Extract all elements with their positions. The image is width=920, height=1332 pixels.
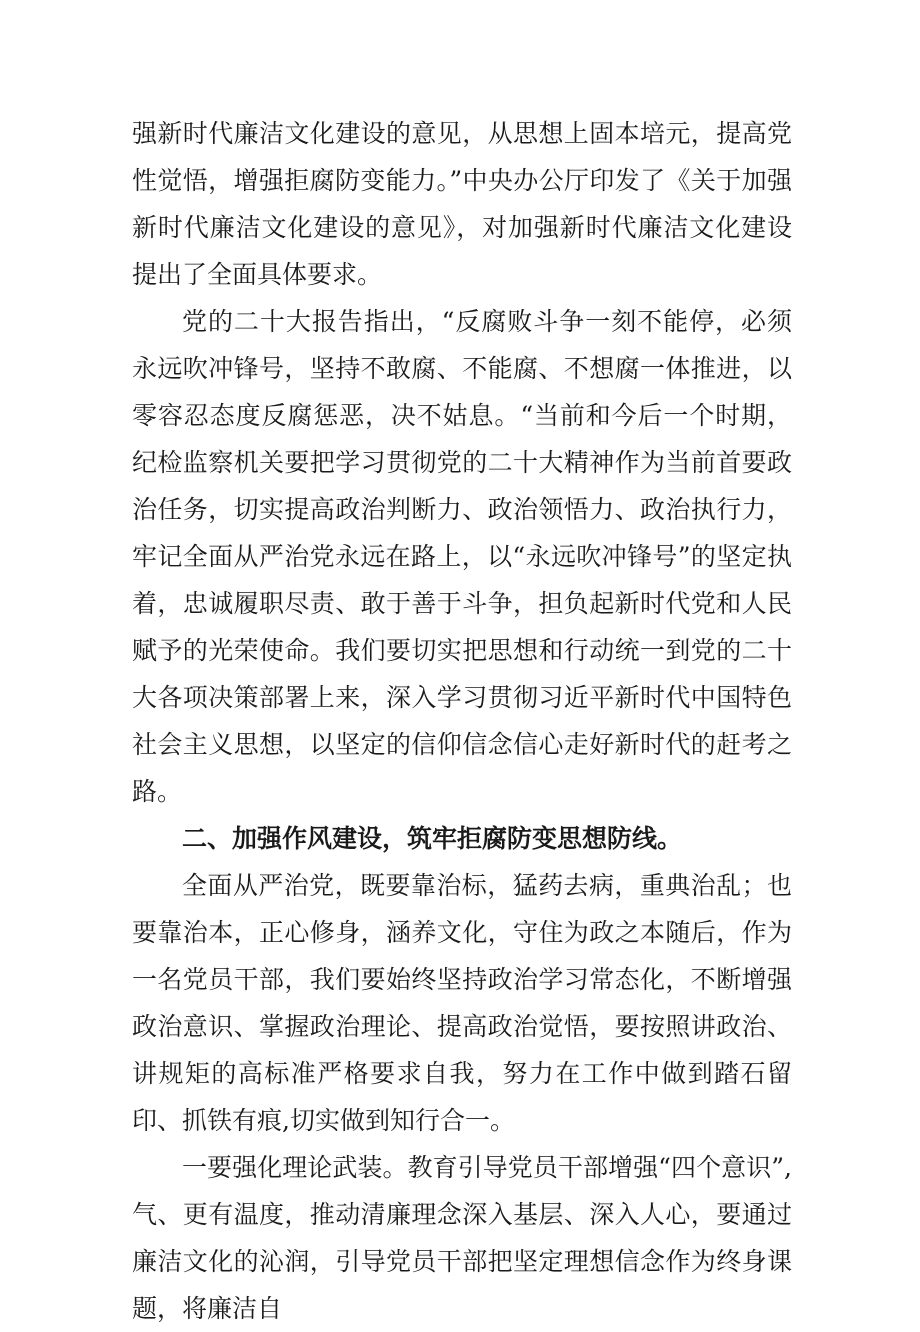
paragraph-theory-armament: 一要强化理论武装。教育引导党员干部增强“四个意识”,气、更有温度，推动清廉理念深入基层、深入人心，要通过廉洁文化的沁润，引导党员干部把坚定理想信念作为终身课题，将廉洁自	[132, 1153, 792, 1323]
paragraph-continuation: 强新时代廉洁文化建设的意见，从思想上固本培元，提高党性觉悟，增强拒腐防变能力。”中央办公厅印发了《关于加强新时代廉洁文化建设的意见》，对加强新时代廉洁文化建设提出了全面具体要求。	[132, 119, 792, 289]
document-body	[132, 110, 792, 1332]
paragraph-strict-party-governance: 全面从严治党，既要靠治标，猛药去病，重典治乱；也要靠治本，正心修身，涵养文化，守住为政之本随后，作为一名党员干部，我们要始终坚持政治学习常态化，不断增强政治意识、掌握政治理论、提高政治觉悟，要按照讲政治、讲规矩的高标准严格要求自我，努力在工作中做到踏石留印、抓铁有痕,切实做到知行合一。	[132, 871, 792, 1135]
section-heading-two: 二、加强作风建设，筑牢拒腐防变思想防线。	[182, 824, 683, 853]
paragraph-twentieth-congress-report: 党的二十大报告指出，“反腐败斗争一刻不能停，必须永远吹冲锋号，坚持不敢腐、不能腐、不想腐一体推进，以零容忍态度反腐惩恶，决不姑息。“当前和今后一个时期，纪检监察机关要把学习贯彻党的二十大精神作为当前首要政治任务，切实提高政治判断力、政治领悟力、政治执行力，牢记全面从严治党永远在路上，以“永远吹冲锋号”的坚定执着，忠诚履职尽责、敢于善于斗争，担负起新时代党和人民赋予的光荣使命。我们要切实把思想和行动统一到党的二十大各项决策部署上来，深入学习贯彻习近平新时代中国特色社会主义思想，以坚定的信仰信念信心走好新时代的赶考之路。	[132, 307, 792, 806]
